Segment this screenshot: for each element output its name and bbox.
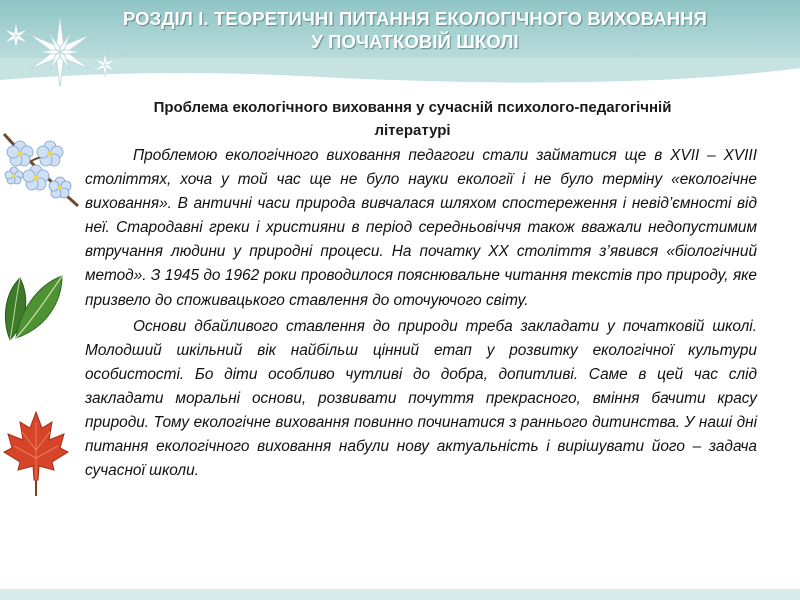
- snowflake-small-icon: [2, 22, 30, 50]
- snowflake-small-icon: [92, 52, 118, 78]
- maple-leaf-icon: [2, 410, 70, 498]
- slide-title-line2: У ПОЧАТКОВІЙ ШКОЛІ: [311, 31, 519, 52]
- subtitle-line1: Проблема екологічного виховання у сучасній психолого-педагогічній: [153, 99, 672, 116]
- forget-me-not-icon: [0, 132, 82, 214]
- subtitle-line2: літературі: [374, 122, 451, 139]
- paragraph-2: Основи дбайливого ставлення до природи треба закладати у початковій школі. Молодший шкільний вік найбільш цінний етап у розвитку екологічної культури особистості. Бо діти особливо чутливі до добра, допитливі. Саме в цей час слід закладати моральні основи, розвивати почуття прекрасного, вміння бачити красу природи. Тому екологічне виховання повинно починатися з раннього дитинства. У наші дні питання екологічного виховання набули нову актуальність і вирішувати його – задача сучасної школи.: [85, 317, 757, 480]
- section-subtitle: [60, 96, 765, 142]
- header-wave: [0, 58, 800, 90]
- paragraph-1: Проблемою екологічного виховання педагоги стали займатися ще в XVII – XVIII століттях, хоча у той час ще не було науки екології і не було терміну «екологічне виховання». В античні часи природа вивчалася шляхом спостереження і невід’ємності від неї. Стародавні греки і християни в період середньовіччя також вважали недопустимим втручання людини у природні процеси. На початку ХХ століття з’явився «біологічний метод». З 1945 до 1962 роки проводилося пояснювальне читання текстів про природу, яке призвело до споживацького ставлення до оточуючого світу.: [85, 147, 757, 309]
- slide-title: [30, 7, 800, 53]
- body-text: [85, 144, 757, 483]
- footer-band: [0, 589, 800, 600]
- green-leaves-icon: [2, 272, 66, 344]
- slide-title-line1: РОЗДІЛ І. ТЕОРЕТИЧНІ ПИТАННЯ ЕКОЛОГІЧНОГО ВИХОВАННЯ: [122, 8, 708, 29]
